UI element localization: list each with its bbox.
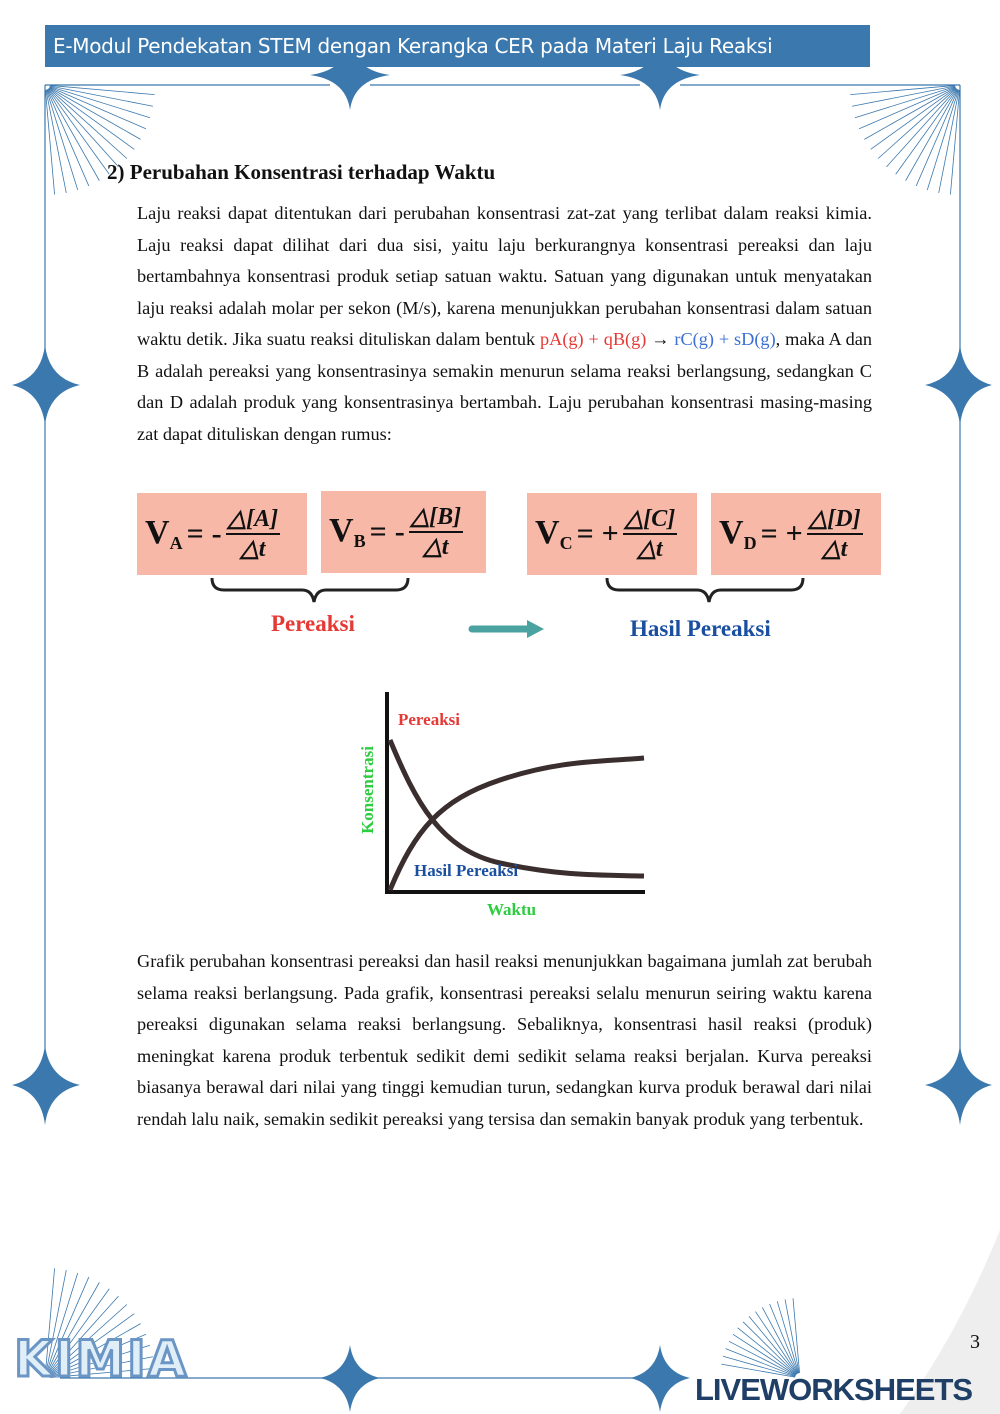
kimia-logo: KIMIA (14, 1330, 189, 1388)
equation-products: rC(g) + sD(g) (674, 329, 776, 349)
page-number: 3 (970, 1331, 980, 1353)
text: , maka A dan B adalah pereaksi yang konsentrasinya semakin menurun selama reaksi berlangsung, sedangkan C dan D adalah produk yang konsentrasinya bertambah. Laju perubahan konsentrasi masing-masing zat dapat dituliskan dengan rumus: (137, 329, 873, 444)
text: Laju reaksi dapat ditentukan dari perubahan konsentrasi zat-zat yang terlibat dalam reaksi kimia. Laju reaksi dapat dilihat dari dua sisi, yaitu laju berkurangnya konsentrasi pereaksi dan laju bertambahnya konsentrasi produk setiap satuan waktu. Satuan yang digunakan untuk menyatakan laju reaksi adalah molar per sekon (M/s), karena menunjukkan perubahan konsentrasi dalam satuan waktu detik. Jika suatu reaksi dituliskan dalam bentuk (137, 203, 872, 349)
equation-arrow: → (646, 329, 675, 349)
rate-symbol: $V_B$ (329, 512, 366, 551)
fraction: $\frac{\triangle[D]}{\triangle t}$ (808, 506, 861, 562)
graph-reactant-label: Pereaksi (398, 710, 461, 729)
fraction: $\frac{\triangle[C]}{\triangle t}$ (624, 506, 676, 562)
fraction: $\frac{\triangle[A]}{\triangle t}$ (227, 506, 279, 562)
sign: - (394, 515, 405, 548)
rate-symbol: $V_C$ (535, 514, 573, 553)
brackets (0, 0, 1000, 700)
rate-symbol: $V_A$ (145, 514, 183, 553)
rate-symbol: $V_D$ (719, 514, 757, 553)
graph-y-label: Konsentrasi (358, 746, 377, 834)
graph-product-label: Hasil Pereaksi (414, 861, 519, 880)
star-icon (320, 1345, 380, 1412)
module-header: E-Modul Pendekatan STEM dengan Kerangka CER pada Materi Laju Reaksi (45, 25, 870, 67)
graph-x-label: Waktu (487, 900, 537, 919)
star-icon (630, 1345, 690, 1412)
fraction: $\frac{\triangle[B]}{\triangle t}$ (410, 504, 462, 560)
star-icon (925, 1045, 992, 1125)
equals-sign: = (186, 517, 204, 550)
concentration-graph (340, 680, 670, 930)
equals-sign: = (576, 517, 594, 550)
sign: + (601, 517, 619, 550)
equation-reactants: pA(g) + qB(g) (539, 329, 647, 349)
section-heading: 2) Perubahan Konsentrasi terhadap Waktu (107, 160, 496, 184)
label-reactants: Pereaksi (271, 611, 355, 636)
liveworksheets-watermark: LIVEWORKSHEETS (695, 1372, 973, 1407)
paragraph-graph: Grafik perubahan konsentrasi pereaksi dan hasil reaksi menunjukkan bagaimana jumlah zat berubah selama reaksi berlangsung. Pada grafik, konsentrasi pereaksi selalu menurun seiring waktu karena pereaksi digunakan selama reaksi berlangsung. Sebaliknya, konsentrasi hasil reaksi (produk) meningkat karena produk terbentuk sedikit demi sedikit selama reaksi berjalan. Kurva pereaksi biasanya berawal dari nilai yang tinggi kemudian turun, sedangkan kurva produk berawal dari nilai rendah lalu naik, semakin sedikit pereaksi yang tersisa dan semakin banyak produk yang terbentuk. (137, 951, 872, 1129)
sign: + (785, 517, 803, 550)
equals-sign: = (369, 515, 387, 548)
sign: - (211, 517, 222, 550)
star-icon (12, 1045, 80, 1125)
label-products: Hasil Pereaksi (630, 616, 771, 641)
equals-sign: = (760, 517, 778, 550)
